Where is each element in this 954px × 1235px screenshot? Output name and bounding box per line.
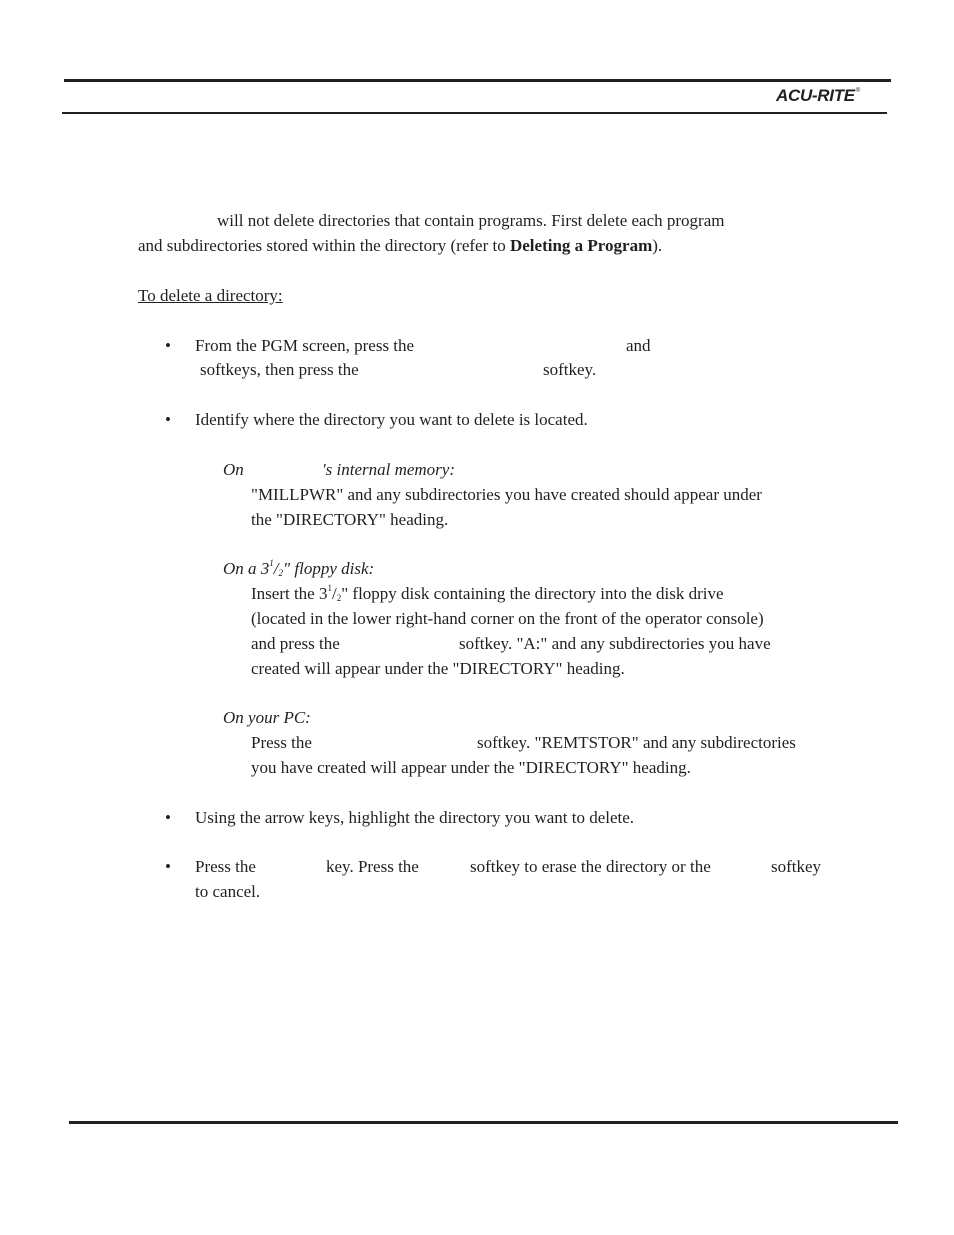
pc-line-1b: softkey. "REMTSTOR" and any subdirectories bbox=[477, 733, 796, 752]
floppy-line-1-end: " floppy disk containing the directory into the disk drive bbox=[341, 584, 724, 603]
step4-text-c: softkey to erase the directory or the bbox=[470, 857, 711, 876]
pc-line-1a: Press the bbox=[251, 733, 312, 752]
intro-line-1: will not delete directories that contain programs. First delete each program bbox=[217, 211, 725, 230]
floppy-line-1-denominator: 2 bbox=[336, 593, 342, 603]
internal-memory-heading-a: On bbox=[223, 460, 244, 479]
floppy-line-1-text: Insert the 3 bbox=[251, 584, 328, 603]
internal-memory-heading-b: 's internal memory: bbox=[322, 460, 456, 479]
footer-rule bbox=[69, 1121, 898, 1124]
floppy-line-3a: and press the bbox=[251, 634, 340, 653]
step1-text-c: softkeys, then press the bbox=[200, 360, 359, 379]
step1-text-d: softkey. bbox=[543, 360, 597, 379]
floppy-line-4: created will appear under the "DIRECTORY" heading. bbox=[251, 659, 625, 678]
bullet-4: • bbox=[165, 857, 171, 876]
floppy-heading-slash: / bbox=[273, 559, 279, 578]
bullet-3: • bbox=[165, 808, 171, 827]
step4-text-a: Press the bbox=[195, 857, 256, 876]
logo-text: ACU-RITE bbox=[776, 86, 855, 105]
procedure-heading: To delete a directory: bbox=[138, 286, 283, 305]
step4-text-b: key. Press the bbox=[326, 857, 419, 876]
registered-mark: ® bbox=[855, 88, 860, 94]
step3-text: Using the arrow keys, highlight the directory you want to delete. bbox=[195, 808, 635, 827]
step4-line-2: to cancel. bbox=[195, 882, 261, 901]
bullet-2: • bbox=[165, 410, 171, 429]
header-top-rule bbox=[64, 79, 891, 82]
internal-memory-line-1: "MILLPWR" and any subdirectories you have created should appear under bbox=[251, 485, 762, 504]
floppy-heading-end: " floppy disk: bbox=[283, 559, 375, 578]
floppy-heading bbox=[223, 560, 374, 577]
deleting-a-program-reference: Deleting a Program bbox=[509, 236, 653, 255]
acu-rite-logo bbox=[776, 87, 860, 104]
intro-line-2-text: and subdirectories stored within the directory (refer to bbox=[138, 236, 510, 255]
intro-line-2-end: ). bbox=[652, 236, 663, 255]
floppy-line-1-slash: / bbox=[331, 584, 337, 603]
step4-text-d: softkey bbox=[771, 857, 822, 876]
pc-line-2: you have created will appear under the "DIRECTORY" heading. bbox=[251, 758, 691, 777]
floppy-heading-denominator: 2 bbox=[278, 568, 284, 578]
step1-text-b: and bbox=[626, 336, 651, 355]
intro-line-2 bbox=[138, 237, 662, 254]
bullet-1: • bbox=[165, 336, 171, 355]
step1-text-a: From the PGM screen, press the bbox=[195, 336, 415, 355]
floppy-line-1-numerator: 1 bbox=[327, 583, 332, 593]
step2-text: Identify where the directory you want to delete is located. bbox=[195, 410, 588, 429]
internal-memory-line-2: the "DIRECTORY" heading. bbox=[251, 510, 449, 529]
pc-heading: On your PC: bbox=[223, 708, 311, 727]
header-bottom-rule bbox=[62, 112, 887, 114]
floppy-heading-text: On a 3 bbox=[223, 559, 270, 578]
floppy-line-3b: softkey. "A:" and any subdirectories you have bbox=[459, 634, 771, 653]
floppy-heading-numerator: 1 bbox=[269, 558, 274, 568]
floppy-line-1 bbox=[251, 585, 724, 602]
floppy-line-2: (located in the lower right-hand corner on the front of the operator console) bbox=[251, 609, 764, 628]
